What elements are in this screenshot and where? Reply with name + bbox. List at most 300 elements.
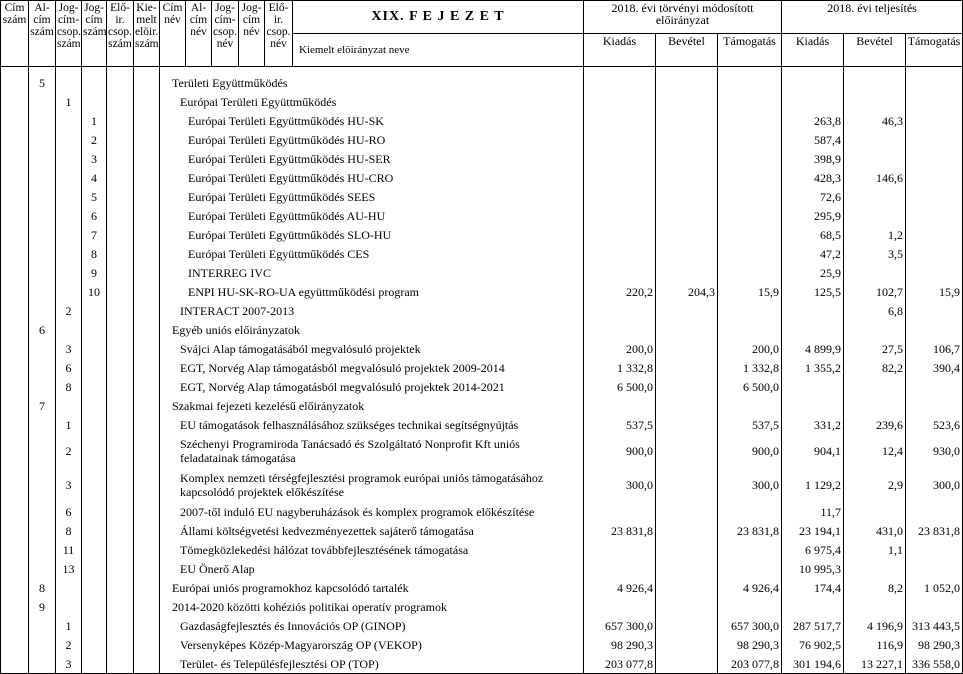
value-cell: 1 332,8 — [584, 358, 656, 377]
column-header: Cím szám — [1, 1, 29, 67]
value-cell — [782, 67, 844, 93]
empty-cell — [134, 434, 160, 468]
column-header: Cím név — [160, 1, 186, 67]
alcim-number — [56, 282, 82, 301]
empty-cell — [107, 130, 134, 149]
value-cell: 287 517,7 — [782, 616, 844, 635]
value-cell — [584, 206, 656, 225]
empty-cell — [107, 502, 134, 521]
empty-cell — [1, 654, 29, 674]
table-row — [1, 578, 963, 597]
jogcim-number: 3 — [82, 149, 107, 168]
empty-cell — [134, 206, 160, 225]
jogcim-number — [82, 415, 107, 434]
value-cell — [906, 320, 963, 339]
value-cell: 1 332,8 — [718, 358, 782, 377]
value-cell: 1,1 — [844, 540, 906, 559]
table-row — [1, 339, 963, 358]
table-row — [1, 320, 963, 339]
jogcim-number — [82, 502, 107, 521]
value-cell — [656, 187, 718, 206]
value-cell: 15,9 — [718, 282, 782, 301]
value-cell — [782, 597, 844, 616]
appropriation-name: Svájci Alap támogatásából megvalósuló projektek — [160, 339, 584, 358]
jogcim-number — [82, 578, 107, 597]
cim-number — [29, 149, 56, 168]
value-cell: 23 831,8 — [718, 521, 782, 540]
value-cell: 72,6 — [782, 187, 844, 206]
table-row — [1, 301, 963, 320]
value-cell: 23 831,8 — [584, 521, 656, 540]
value-cell: 8,2 — [844, 578, 906, 597]
appropriation-name: Területi Együttműködés — [160, 67, 584, 93]
empty-cell — [107, 540, 134, 559]
value-cell — [656, 468, 718, 502]
empty-cell — [1, 111, 29, 130]
cim-number — [29, 434, 56, 468]
value-cell: 46,3 — [844, 111, 906, 130]
value-cell — [584, 502, 656, 521]
cim-number: 8 — [29, 578, 56, 597]
table-row — [1, 149, 963, 168]
table-row — [1, 415, 963, 434]
empty-cell — [134, 301, 160, 320]
empty-cell — [107, 282, 134, 301]
table-row — [1, 358, 963, 377]
cim-number — [29, 468, 56, 502]
value-cell — [906, 244, 963, 263]
value-cell: 6,8 — [844, 301, 906, 320]
empty-cell — [134, 149, 160, 168]
value-cell — [906, 502, 963, 521]
value-cell: 98 290,3 — [718, 635, 782, 654]
jogcim-number — [82, 377, 107, 396]
empty-cell — [134, 244, 160, 263]
empty-cell — [134, 67, 160, 93]
empty-cell — [1, 415, 29, 434]
empty-cell — [1, 468, 29, 502]
value-cell: 1 355,2 — [782, 358, 844, 377]
column-header: Jog-cím szám — [82, 1, 107, 67]
value-cell: 300,0 — [584, 468, 656, 502]
value-cell: 203 077,8 — [584, 654, 656, 674]
alcim-number — [56, 578, 82, 597]
jogcim-number — [82, 339, 107, 358]
alcim-number: 1 — [56, 616, 82, 635]
value-cell: 300,0 — [906, 468, 963, 502]
appropriation-name: Európai Területi Együttműködés HU-RO — [160, 130, 584, 149]
empty-cell — [134, 320, 160, 339]
value-cell — [844, 263, 906, 282]
alcim-number: 11 — [56, 540, 82, 559]
empty-cell — [1, 521, 29, 540]
value-cell — [718, 130, 782, 149]
value-cell: 537,5 — [584, 415, 656, 434]
jogcim-number — [82, 559, 107, 578]
value-cell — [906, 377, 963, 396]
value-cell — [782, 377, 844, 396]
empty-cell — [134, 578, 160, 597]
empty-cell — [1, 187, 29, 206]
value-cell — [906, 206, 963, 225]
cim-number — [29, 130, 56, 149]
empty-cell — [107, 377, 134, 396]
cim-number — [29, 92, 56, 111]
value-cell — [656, 358, 718, 377]
cim-number — [29, 282, 56, 301]
value-cell: 76 902,5 — [782, 635, 844, 654]
value-cell: 1,2 — [844, 225, 906, 244]
value-cell: 537,5 — [718, 415, 782, 434]
value-cell: 390,4 — [906, 358, 963, 377]
empty-cell — [1, 320, 29, 339]
empty-cell — [134, 263, 160, 282]
empty-cell — [107, 616, 134, 635]
value-cell — [906, 130, 963, 149]
appropriation-name: Gazdaságfejlesztés és Innovációs OP (GINOP) — [160, 616, 584, 635]
value-cell — [906, 168, 963, 187]
jogcim-number: 10 — [82, 282, 107, 301]
value-cell — [656, 559, 718, 578]
empty-cell — [1, 358, 29, 377]
value-cell — [584, 67, 656, 93]
column-header: Al-cím név — [186, 1, 212, 67]
appropriation-name: Európai Területi Együttműködés SEES — [160, 187, 584, 206]
value-cell — [844, 187, 906, 206]
empty-cell — [1, 616, 29, 635]
alcim-number: 6 — [56, 358, 82, 377]
value-cell — [906, 396, 963, 415]
value-cell — [584, 225, 656, 244]
value-column-header: Támogatás — [906, 34, 963, 67]
table-row — [1, 244, 963, 263]
value-cell: 428,3 — [782, 168, 844, 187]
alcim-number: 3 — [56, 339, 82, 358]
jogcim-number: 8 — [82, 244, 107, 263]
empty-cell — [107, 206, 134, 225]
empty-cell — [1, 92, 29, 111]
value-column-header: Támogatás — [718, 34, 782, 67]
cim-number: 7 — [29, 396, 56, 415]
value-cell: 12,4 — [844, 434, 906, 468]
value-cell — [844, 377, 906, 396]
value-cell: 587,4 — [782, 130, 844, 149]
value-cell — [584, 396, 656, 415]
value-cell: 336 558,0 — [906, 654, 963, 674]
value-cell: 82,2 — [844, 358, 906, 377]
cim-number: 6 — [29, 320, 56, 339]
appropriation-name: Egyéb uniós előirányzatok — [160, 320, 584, 339]
value-cell: 125,5 — [782, 282, 844, 301]
cim-number — [29, 225, 56, 244]
value-cell: 146,6 — [844, 168, 906, 187]
alcim-number — [56, 263, 82, 282]
empty-cell — [1, 263, 29, 282]
table-row — [1, 396, 963, 415]
value-cell — [584, 111, 656, 130]
value-cell — [656, 130, 718, 149]
table-row — [1, 654, 963, 674]
jogcim-number — [82, 540, 107, 559]
value-cell: 239,6 — [844, 415, 906, 434]
value-cell: 25,9 — [782, 263, 844, 282]
value-cell: 2,9 — [844, 468, 906, 502]
appropriation-name: EGT, Norvég Alap támogatásból megvalósuló projektek 2009-2014 — [160, 358, 584, 377]
empty-cell — [1, 225, 29, 244]
cim-number — [29, 168, 56, 187]
name-column-header: Kiemelt elöirányzat neve — [293, 34, 584, 67]
value-cell — [906, 559, 963, 578]
jogcim-number — [82, 434, 107, 468]
table-row — [1, 502, 963, 521]
value-cell: 263,8 — [782, 111, 844, 130]
column-header: Al-cím szám — [29, 1, 56, 67]
jogcim-number — [82, 616, 107, 635]
table-row — [1, 540, 963, 559]
value-cell — [906, 301, 963, 320]
cim-number: 9 — [29, 597, 56, 616]
value-cell — [656, 111, 718, 130]
cim-number — [29, 616, 56, 635]
value-cell: 657 300,0 — [584, 616, 656, 635]
value-cell — [782, 92, 844, 111]
alcim-number — [56, 111, 82, 130]
alcim-number: 3 — [56, 654, 82, 674]
value-cell — [656, 92, 718, 111]
alcim-number: 2 — [56, 635, 82, 654]
appropriation-name: Terület- és Településfejlesztési OP (TOP) — [160, 654, 584, 674]
value-cell: 68,5 — [782, 225, 844, 244]
value-cell: 200,0 — [718, 339, 782, 358]
value-cell — [584, 597, 656, 616]
jogcim-number — [82, 320, 107, 339]
cim-number — [29, 377, 56, 396]
empty-cell — [107, 468, 134, 502]
empty-cell — [107, 597, 134, 616]
cim-number — [29, 654, 56, 674]
empty-cell — [107, 635, 134, 654]
empty-cell — [1, 149, 29, 168]
appropriation-name: INTERREG IVC — [160, 263, 584, 282]
value-cell — [718, 502, 782, 521]
cim-number — [29, 358, 56, 377]
value-cell — [844, 502, 906, 521]
empty-cell — [1, 597, 29, 616]
alcim-number — [56, 149, 82, 168]
value-cell: 900,0 — [718, 434, 782, 468]
value-cell — [844, 149, 906, 168]
group-header-performance: 2018. évi teljesítés — [782, 1, 963, 34]
appropriation-name: Európai uniós programokhoz kapcsolódó tartalék — [160, 578, 584, 597]
appropriation-name: Komplex nemzeti térségfejlesztési programok európai uniós támogatásához kapcsolódó projektek előkészítése — [160, 468, 584, 502]
empty-cell — [107, 415, 134, 434]
value-cell — [656, 301, 718, 320]
appropriation-name: ENPI HU-SK-RO-UA együttműködési program — [160, 282, 584, 301]
value-cell — [906, 225, 963, 244]
cim-number — [29, 187, 56, 206]
value-cell — [584, 244, 656, 263]
empty-cell — [107, 339, 134, 358]
empty-cell — [107, 67, 134, 93]
table-row — [1, 635, 963, 654]
table-row — [1, 206, 963, 225]
value-cell: 6 500,0 — [718, 377, 782, 396]
column-header: Jog-cím név — [239, 1, 265, 67]
value-cell — [584, 540, 656, 559]
cim-number — [29, 339, 56, 358]
empty-cell — [134, 559, 160, 578]
value-cell — [844, 396, 906, 415]
alcim-number — [56, 67, 82, 93]
appropriation-name: Európai Területi Együttműködés CES — [160, 244, 584, 263]
value-cell: 4 926,4 — [718, 578, 782, 597]
value-cell — [656, 616, 718, 635]
jogcim-number — [82, 597, 107, 616]
value-cell — [906, 111, 963, 130]
empty-cell — [1, 377, 29, 396]
value-cell: 203 077,8 — [718, 654, 782, 674]
column-header: Jog-cím-csop. szám — [56, 1, 82, 67]
value-cell — [656, 206, 718, 225]
alcim-number: 6 — [56, 502, 82, 521]
value-cell: 930,0 — [906, 434, 963, 468]
cim-number — [29, 244, 56, 263]
empty-cell — [107, 263, 134, 282]
value-cell — [656, 654, 718, 674]
value-cell — [656, 502, 718, 521]
value-cell: 295,9 — [782, 206, 844, 225]
value-cell: 220,2 — [584, 282, 656, 301]
value-cell — [656, 540, 718, 559]
jogcim-number — [82, 654, 107, 674]
value-cell: 657 300,0 — [718, 616, 782, 635]
column-header: Jog-cím-csop. név — [212, 1, 239, 67]
value-cell — [718, 206, 782, 225]
jogcim-number — [82, 92, 107, 111]
cim-number — [29, 301, 56, 320]
value-cell: 398,9 — [782, 149, 844, 168]
cim-number — [29, 415, 56, 434]
jogcim-number — [82, 358, 107, 377]
empty-cell — [134, 468, 160, 502]
value-cell: 4 926,4 — [584, 578, 656, 597]
table-row — [1, 130, 963, 149]
value-cell: 13 227,1 — [844, 654, 906, 674]
empty-cell — [107, 187, 134, 206]
cim-number — [29, 521, 56, 540]
value-cell — [656, 396, 718, 415]
value-cell: 1 052,0 — [906, 578, 963, 597]
alcim-number — [56, 396, 82, 415]
empty-cell — [107, 244, 134, 263]
value-cell — [782, 396, 844, 415]
table-row — [1, 111, 963, 130]
empty-cell — [134, 415, 160, 434]
table-row — [1, 559, 963, 578]
value-cell — [584, 92, 656, 111]
value-cell: 4 196,9 — [844, 616, 906, 635]
value-cell — [656, 320, 718, 339]
appropriation-name: EGT, Norvég Alap támogatásból megvalósuló projektek 2014-2021 — [160, 377, 584, 396]
empty-cell — [1, 396, 29, 415]
alcim-number: 13 — [56, 559, 82, 578]
empty-cell — [1, 635, 29, 654]
value-cell — [584, 263, 656, 282]
value-cell — [718, 187, 782, 206]
value-cell: 1 129,2 — [782, 468, 844, 502]
value-column-header: Kiadás — [782, 34, 844, 67]
alcim-number: 1 — [56, 92, 82, 111]
appropriation-name: Széchenyi Programiroda Tanácsadó és Szolgáltató Nonprofit Kft uniós feladatainak támogatása — [160, 434, 584, 468]
appropriation-name: EU támogatások felhasználásához szükséges technikai segítségnyújtás — [160, 415, 584, 434]
value-cell — [656, 635, 718, 654]
value-cell — [584, 130, 656, 149]
value-cell: 10 995,3 — [782, 559, 844, 578]
value-cell — [718, 225, 782, 244]
value-cell: 6 975,4 — [782, 540, 844, 559]
value-cell: 200,0 — [584, 339, 656, 358]
value-cell — [906, 597, 963, 616]
value-cell — [718, 244, 782, 263]
empty-cell — [134, 396, 160, 415]
value-cell: 331,2 — [782, 415, 844, 434]
empty-cell — [1, 206, 29, 225]
value-cell — [718, 396, 782, 415]
value-cell — [656, 521, 718, 540]
value-cell: 98 290,3 — [584, 635, 656, 654]
appropriation-name: Európai Területi Együttműködés HU-SER — [160, 149, 584, 168]
empty-cell — [134, 502, 160, 521]
value-cell: 300,0 — [718, 468, 782, 502]
value-cell — [906, 149, 963, 168]
jogcim-number — [82, 521, 107, 540]
value-cell — [656, 225, 718, 244]
empty-cell — [107, 92, 134, 111]
alcim-number — [56, 320, 82, 339]
table-row — [1, 377, 963, 396]
group-header-appropriation: 2018. évi törvényi módosított előirányzat — [584, 1, 782, 34]
empty-cell — [1, 502, 29, 521]
empty-cell — [1, 244, 29, 263]
value-cell: 27,5 — [844, 339, 906, 358]
value-cell: 904,1 — [782, 434, 844, 468]
empty-cell — [107, 111, 134, 130]
alcim-number — [56, 130, 82, 149]
table-row — [1, 434, 963, 468]
empty-cell — [107, 358, 134, 377]
empty-cell — [1, 434, 29, 468]
empty-cell — [134, 92, 160, 111]
empty-cell — [1, 130, 29, 149]
value-cell: 6 500,0 — [584, 377, 656, 396]
empty-cell — [1, 540, 29, 559]
jogcim-number: 2 — [82, 130, 107, 149]
value-cell — [718, 67, 782, 93]
table-row — [1, 597, 963, 616]
value-cell — [906, 187, 963, 206]
value-cell — [906, 540, 963, 559]
table-row — [1, 92, 963, 111]
value-cell — [656, 377, 718, 396]
empty-cell — [134, 597, 160, 616]
empty-cell — [107, 654, 134, 674]
table-row — [1, 521, 963, 540]
alcim-number — [56, 168, 82, 187]
cim-number — [29, 559, 56, 578]
empty-cell — [1, 301, 29, 320]
alcim-number: 3 — [56, 468, 82, 502]
value-cell — [656, 168, 718, 187]
